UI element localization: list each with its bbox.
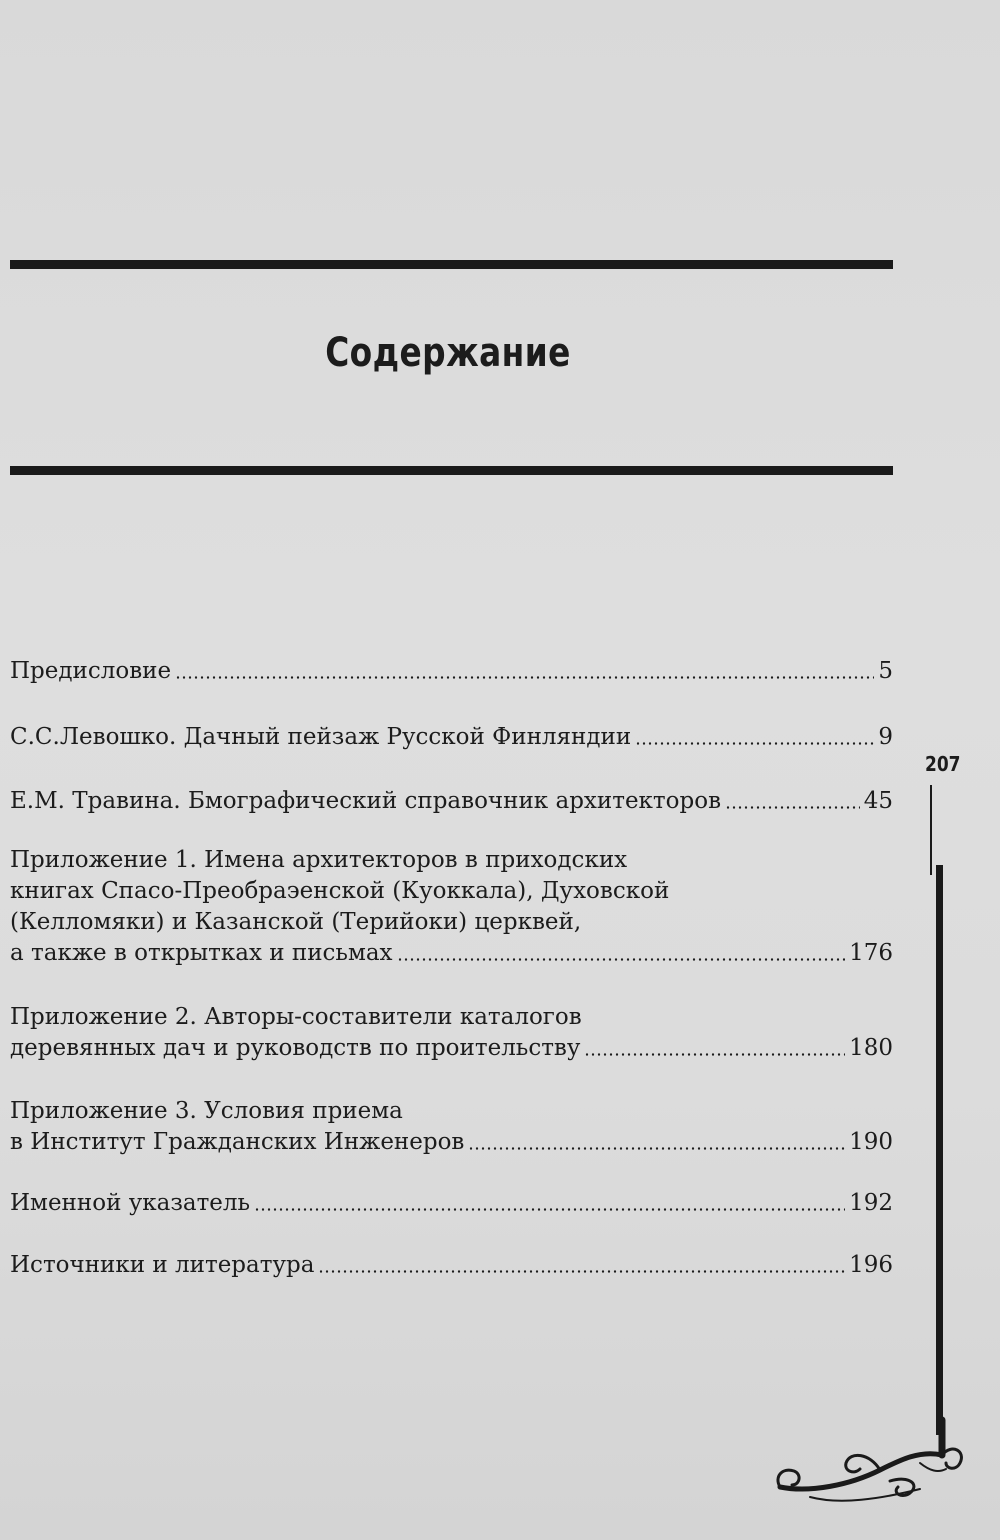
dot-leader	[318, 1270, 845, 1273]
toc-entry[interactable]	[10, 1096, 893, 1158]
toc-page-number: 192	[849, 1190, 893, 1216]
toc-entry[interactable]	[10, 1002, 893, 1064]
dot-leader	[725, 806, 860, 809]
toc-entry-line: книгах Спасо-Преобраэенской (Куоккала), Духовской	[10, 878, 670, 904]
margin-rule-thin	[930, 785, 932, 875]
toc-entry[interactable]	[10, 845, 893, 969]
toc-page-number: 5	[878, 658, 893, 684]
margin-rule-thick	[936, 865, 943, 1435]
toc-page-number: 196	[849, 1252, 893, 1278]
toc-page-number: 190	[849, 1129, 893, 1155]
toc-entry[interactable]	[10, 722, 893, 753]
dot-leader	[635, 742, 874, 745]
top-rule	[10, 260, 893, 269]
page-title: Содержание	[325, 330, 571, 376]
toc-entry[interactable]	[10, 786, 893, 817]
dot-leader	[175, 676, 874, 679]
toc-entry-title: С.С.Левошко. Дачный пейзаж Русской Финляндии	[10, 724, 632, 750]
toc-entry-title: Источники и литература	[10, 1252, 315, 1278]
toc-entry[interactable]	[10, 1250, 893, 1281]
dot-leader	[584, 1053, 845, 1056]
bottom-rule	[10, 466, 893, 475]
toc-entry[interactable]	[10, 656, 893, 687]
toc-entry-title: деревянных дач и руководств по проительству	[10, 1035, 581, 1061]
toc-entry-line: (Келломяки) и Казанской (Терийоки) церквей,	[10, 909, 582, 935]
dot-leader	[397, 958, 846, 961]
dot-leader	[254, 1208, 845, 1211]
toc-entry-line: Приложение 1. Имена архитекторов в приходских	[10, 847, 628, 873]
toc-entry-title: Именной указатель	[10, 1190, 251, 1216]
page-number: 207	[925, 752, 961, 776]
toc-page-number: 9	[878, 724, 893, 750]
toc-entry-line: Приложение 2. Авторы-составители каталогов	[10, 1004, 582, 1030]
toc-entry-line: Приложение 3. Условия приема	[10, 1098, 403, 1124]
flourish-ornament-icon	[770, 1415, 970, 1515]
toc-page-number: 45	[863, 788, 893, 814]
dot-leader	[468, 1147, 845, 1150]
toc-entry[interactable]	[10, 1188, 893, 1219]
toc-entry-title: Предисловие	[10, 658, 172, 684]
toc-page-number: 180	[849, 1035, 893, 1061]
toc-entry-title: в Институт Гражданских Инженеров	[10, 1129, 465, 1155]
toc-entry-title: а также в открытках и письмах	[10, 940, 393, 966]
toc-page-number: 176	[849, 940, 893, 966]
toc-entry-title: Е.М. Травина. Бмографический справочник архитекторов	[10, 788, 722, 814]
